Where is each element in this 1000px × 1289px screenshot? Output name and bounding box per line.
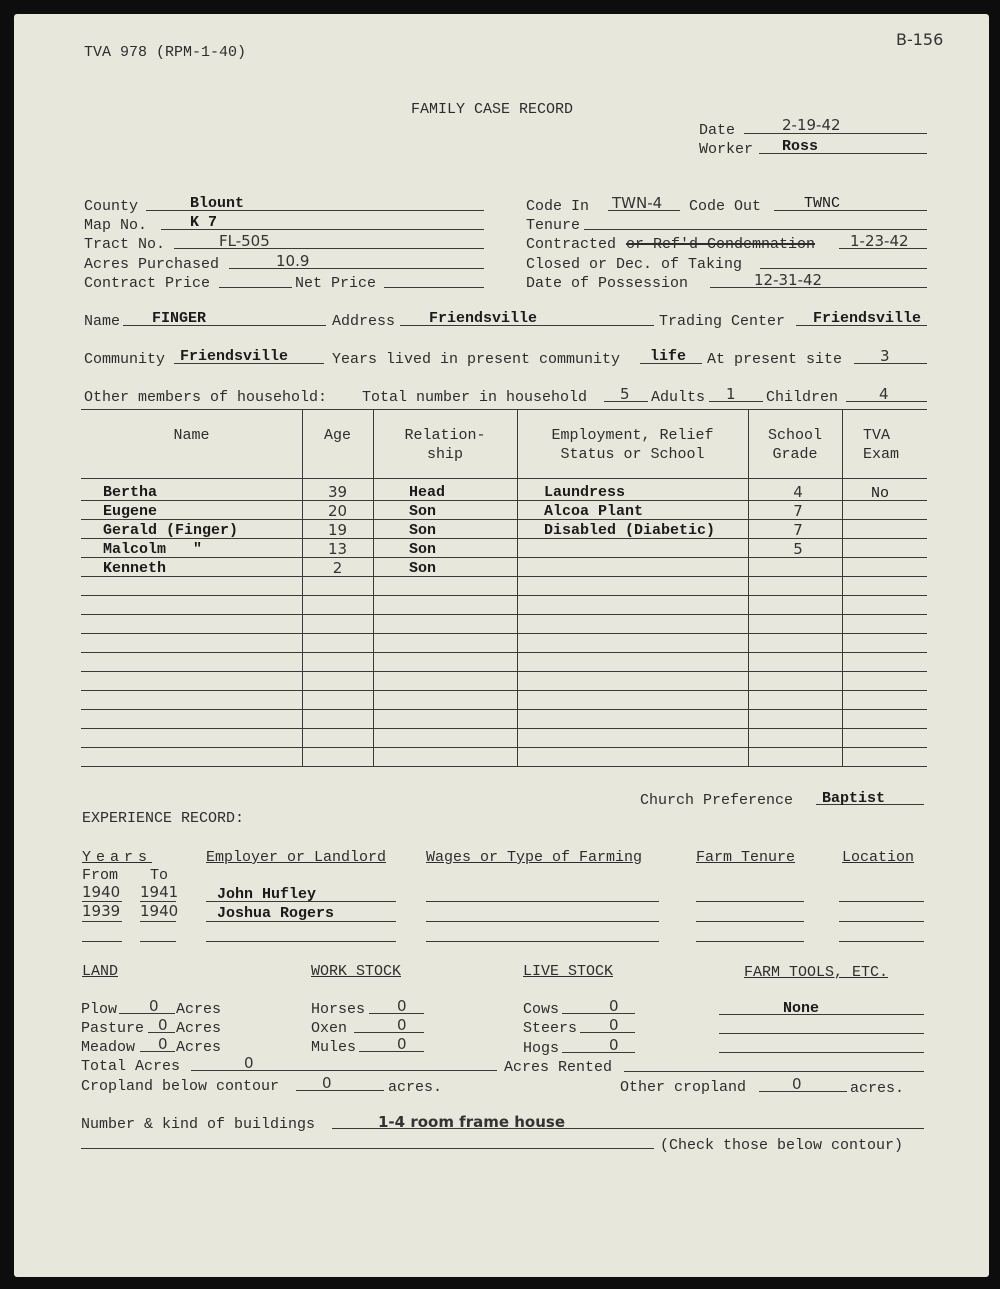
acres-purchased-label: Acres Purchased [84, 256, 220, 273]
date-label: Date [699, 122, 736, 139]
experience-employer-label: Employer or Landlord [206, 849, 387, 866]
code-in-value[interactable]: TWN-4 [612, 194, 663, 212]
contracted-value[interactable]: 1-23-42 [850, 232, 909, 250]
mules-value[interactable]: 0 [397, 1035, 407, 1053]
community-value[interactable]: Friendsville [180, 348, 289, 365]
member-age[interactable]: 19 [327, 521, 348, 539]
tract-label: Tract No. [84, 236, 166, 253]
acres-purchased-value[interactable]: 10.9 [276, 252, 310, 270]
live-stock-title: LIVE STOCK [523, 963, 614, 980]
other-members-label: Other members of household: [84, 389, 328, 406]
col-header-employment-2: Status or School [560, 446, 705, 463]
experience-from-label: From [82, 867, 119, 884]
experience-wages-label: Wages or Type of Farming [426, 849, 643, 866]
col-header-grade-2: Grade [772, 446, 818, 463]
code-in-label: Code In [526, 198, 590, 215]
cows-label: Cows [523, 1001, 560, 1018]
plow-acres-unit: Acres [176, 1001, 222, 1018]
buildings-value[interactable]: 1-4 room frame house [378, 1113, 566, 1131]
col-header-relationship-2: ship [426, 446, 463, 463]
experience-employer[interactable]: John Hufley [217, 886, 317, 903]
trading-center-label: Trading Center [659, 313, 786, 330]
net-price-label: Net Price [295, 275, 377, 292]
cropland-acres-word: acres. [388, 1079, 443, 1096]
plow-value[interactable]: 0 [149, 997, 159, 1015]
col-header-name: Name [173, 427, 210, 444]
cropland-label: Cropland below contour [81, 1078, 280, 1095]
adults-label: Adults [651, 389, 706, 406]
other-cropland-value[interactable]: 0 [792, 1075, 802, 1093]
trading-center-value[interactable]: Friendsville [813, 310, 922, 327]
experience-to-label: To [150, 867, 169, 884]
member-name[interactable]: Gerald (Finger) [103, 522, 239, 539]
possession-label: Date of Possession [526, 275, 689, 292]
contracted-label: Contracted [526, 236, 617, 253]
member-name[interactable]: Kenneth [103, 560, 167, 577]
total-household-value[interactable]: 5 [620, 385, 630, 403]
county-label: County [84, 198, 139, 215]
member-age[interactable]: 2 [332, 559, 343, 577]
member-age[interactable]: 39 [327, 483, 348, 501]
member-relationship[interactable]: Son [409, 541, 437, 558]
date-value[interactable]: 2-19-42 [782, 116, 841, 134]
col-header-employment: Employment, Relief [551, 427, 714, 444]
experience-title: EXPERIENCE RECORD: [82, 810, 245, 827]
experience-from[interactable]: 1939 [82, 902, 121, 920]
experience-location-label: Location [842, 849, 915, 866]
file-number: B-156 [896, 30, 944, 49]
member-age[interactable]: 13 [327, 540, 348, 558]
cropland-value[interactable]: 0 [322, 1074, 332, 1092]
member-name[interactable]: Malcolm " [103, 541, 203, 558]
years-lived-value[interactable]: life [650, 348, 687, 365]
total-household-label: Total number in household [362, 389, 588, 406]
experience-years-label: Years [82, 849, 153, 866]
map-label: Map No. [84, 217, 148, 234]
address-value[interactable]: Friendsville [429, 310, 538, 327]
children-label: Children [766, 389, 839, 406]
other-cropland-label: Other cropland [620, 1079, 747, 1096]
acres-rented-label: Acres Rented [504, 1059, 613, 1076]
member-employment[interactable]: Disabled (Diabetic) [544, 522, 716, 539]
member-age[interactable]: 20 [327, 502, 348, 520]
oxen-label: Oxen [311, 1020, 348, 1037]
years-lived-label: Years lived in present community [332, 351, 621, 368]
member-grade[interactable]: 4 [793, 483, 803, 501]
member-name[interactable]: Eugene [103, 503, 158, 520]
experience-tenure-label: Farm Tenure [696, 849, 796, 866]
check-below-contour-note: (Check those below contour) [660, 1137, 904, 1154]
closed-label: Closed or Dec. of Taking [526, 256, 743, 273]
name-value[interactable]: FINGER [152, 310, 207, 327]
meadow-label: Meadow [81, 1039, 136, 1056]
col-header-grade: School [767, 427, 822, 444]
present-site-value[interactable]: 3 [880, 347, 890, 365]
worker-value[interactable]: Ross [782, 138, 819, 155]
total-acres-value[interactable]: 0 [244, 1054, 254, 1072]
hogs-value[interactable]: 0 [609, 1036, 619, 1054]
worker-label: Worker [699, 141, 754, 158]
map-value[interactable]: K 7 [190, 214, 218, 231]
member-name[interactable]: Bertha [103, 484, 158, 501]
present-site-label: At present site [707, 351, 843, 368]
oxen-value[interactable]: 0 [397, 1016, 407, 1034]
plow-label: Plow [81, 1001, 118, 1018]
buildings-label: Number & kind of buildings [81, 1116, 316, 1133]
hogs-label: Hogs [523, 1040, 560, 1057]
member-employment[interactable]: Alcoa Plant [544, 503, 644, 520]
adults-value[interactable]: 1 [726, 385, 736, 403]
experience-to[interactable]: 1941 [140, 883, 179, 901]
col-header-relationship: Relation- [404, 427, 486, 444]
steers-label: Steers [523, 1020, 578, 1037]
member-relationship[interactable]: Son [409, 522, 437, 539]
member-tva-exam[interactable]: No [871, 485, 890, 502]
horses-value[interactable]: 0 [397, 997, 407, 1015]
other-cropland-acres-word: acres. [850, 1080, 905, 1097]
pasture-value[interactable]: 0 [158, 1016, 168, 1034]
pasture-label: Pasture [81, 1020, 145, 1037]
work-stock-title: WORK STOCK [311, 963, 402, 980]
mules-label: Mules [311, 1039, 357, 1056]
form-title: FAMILY CASE RECORD [411, 101, 574, 118]
form-id: TVA 978 (RPM-1-40) [84, 44, 247, 61]
farm-tools-title: FARM TOOLS, ETC. [744, 964, 889, 981]
meadow-acres-unit: Acres [176, 1039, 222, 1056]
member-relationship[interactable]: Son [409, 503, 437, 520]
experience-employer[interactable]: Joshua Rogers [217, 905, 335, 922]
contract-price-label: Contract Price [84, 275, 211, 292]
col-header-age: Age [323, 427, 351, 444]
land-title: LAND [82, 963, 119, 980]
member-grade[interactable]: 7 [793, 521, 803, 539]
community-label: Community [84, 351, 166, 368]
tenure-label: Tenure [526, 217, 581, 234]
contracted-struck-text: or Ref'd Condemnation [626, 236, 816, 253]
member-relationship[interactable]: Head [409, 484, 446, 501]
member-employment[interactable]: Laundress [544, 484, 626, 501]
total-acres-label: Total Acres [81, 1058, 181, 1075]
pasture-acres-unit: Acres [176, 1020, 222, 1037]
col-header-tva: TVA [863, 427, 891, 444]
horses-label: Horses [311, 1001, 366, 1018]
address-label: Address [332, 313, 396, 330]
member-grade[interactable]: 5 [793, 540, 803, 558]
family-case-record-form [14, 14, 989, 1277]
church-value[interactable]: Baptist [822, 790, 886, 807]
farm-tools-value[interactable]: None [783, 1000, 820, 1017]
cows-value[interactable]: 0 [609, 997, 619, 1015]
code-out-label: Code Out [689, 198, 762, 215]
tract-value[interactable]: FL-505 [219, 232, 270, 250]
county-value[interactable]: Blount [190, 195, 245, 212]
children-value[interactable]: 4 [879, 385, 889, 403]
col-header-tva-2: Exam [863, 446, 900, 463]
member-grade[interactable]: 7 [793, 502, 803, 520]
experience-to[interactable]: 1940 [140, 902, 179, 920]
possession-value[interactable]: 12-31-42 [754, 271, 823, 289]
member-relationship[interactable]: Son [409, 560, 437, 577]
experience-from[interactable]: 1940 [82, 883, 121, 901]
code-out-value[interactable]: TWNC [804, 195, 841, 212]
meadow-value[interactable]: 0 [158, 1035, 168, 1053]
church-label: Church Preference [640, 792, 794, 809]
steers-value[interactable]: 0 [609, 1016, 619, 1034]
name-label: Name [84, 313, 121, 330]
